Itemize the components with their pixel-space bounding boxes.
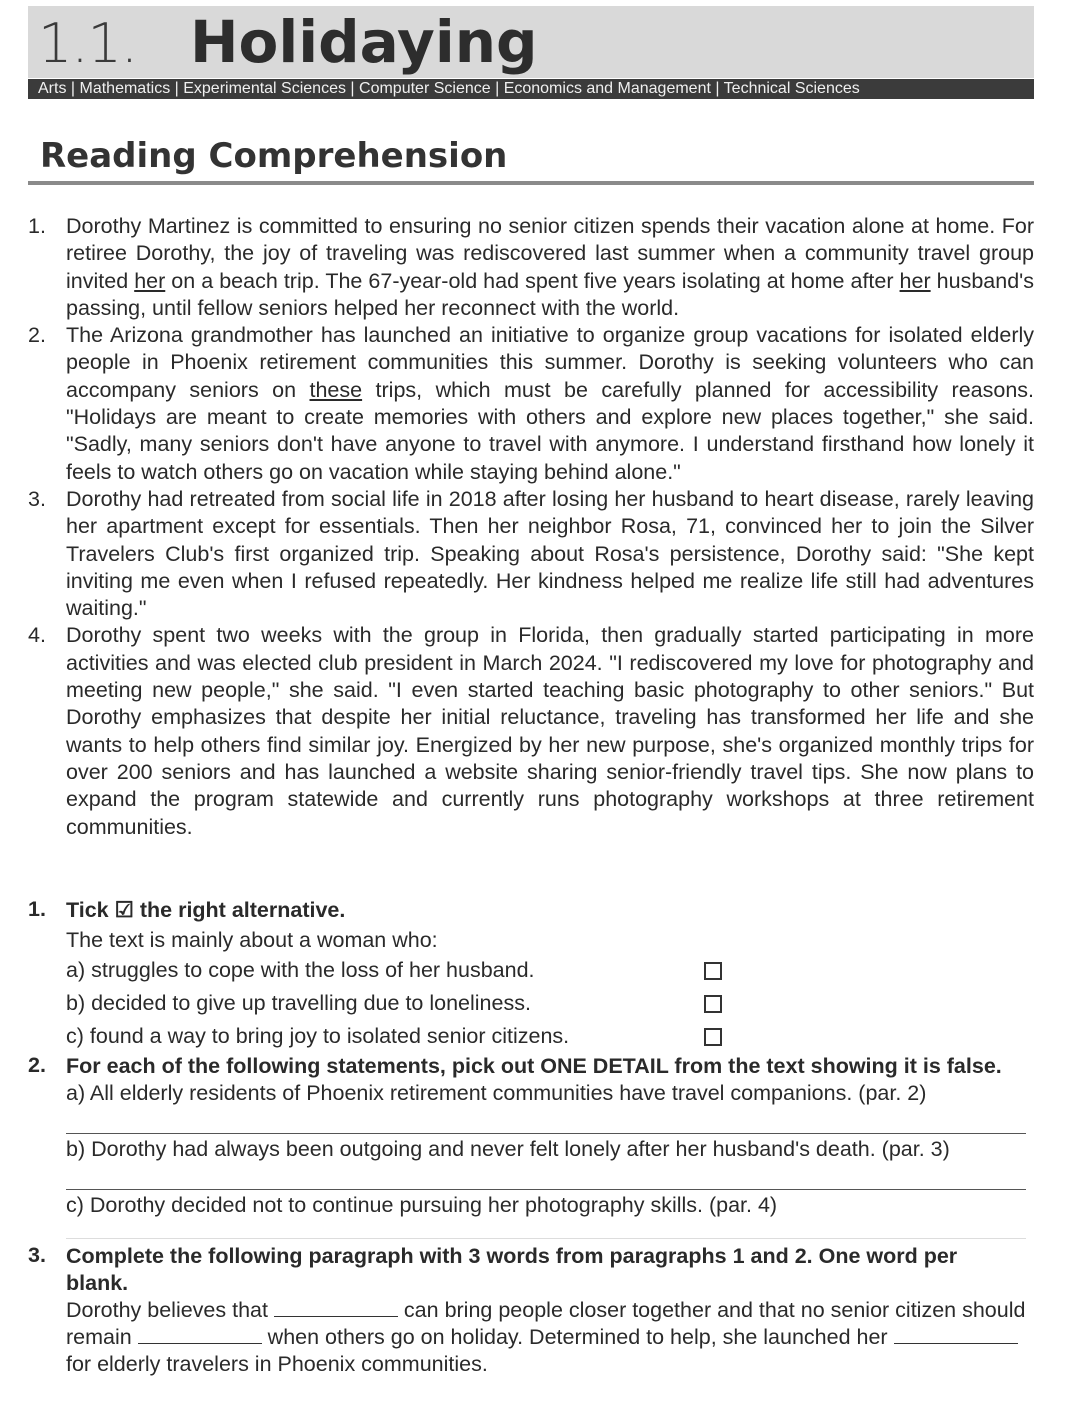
paragraph-3: 3. Dorothy had retreated from social life in 2018 after losing her husband to heart disease, rarely leaving her apartment except for essentials. Then her neighbor Rosa, 71, convinced her to join the Silver Travelers Club's first organized trip. Speaking about Rosa's persistence, Dorothy said: "She kept inviting me even when I refused repeatedly. Her kindness helped me realize life still had adventures waiting." xyxy=(28,486,1034,621)
section-title: Reading Comprehension xyxy=(40,136,508,176)
unit-title: Holidaying xyxy=(190,8,538,76)
paragraph-2: 2. The Arizona grandmother has launched an initiative to organize group vacations for isolated elderly people in Phoenix retirement communities this summer. Dorothy is seeking volunteers who can accompany seniors on these trips, which must be carefully planned for accessibility reasons. "Holidays are meant to create memories with others and explore new places together," she said. "Sadly, many seniors don't have anyone to travel with anymore. I understand firsthand how lonely it feels to watch others go on vacation while staying behind alone." xyxy=(28,323,1034,484)
question-prompt: The text is mainly about a woman who: xyxy=(66,928,438,952)
gap-fill-paragraph: Dorothy believes that can bring people closer together and that no senior citizen should remain when others go on holiday. Determined to help, she launched her for elderly travelers in Phoenix communities. xyxy=(66,1298,1026,1376)
answer-line[interactable] xyxy=(66,1107,1026,1134)
statements-list xyxy=(66,1080,1034,1219)
question-number: 1. xyxy=(28,897,46,921)
options-list xyxy=(66,954,1034,1053)
checkbox[interactable] xyxy=(704,995,722,1013)
underlined-reference: these xyxy=(309,377,363,402)
paragraph-number: 4. xyxy=(28,623,46,648)
question-number: 2. xyxy=(28,1053,46,1077)
underlined-reference: her xyxy=(899,268,931,293)
blank-1[interactable] xyxy=(274,1298,398,1317)
question-3 xyxy=(28,1243,1034,1378)
blank-2[interactable] xyxy=(138,1325,262,1344)
option-a: a) struggles to cope with the loss of her husband. xyxy=(66,954,1034,987)
statement-b: b) Dorothy had always been outgoing and never felt lonely after her husband's death. (par. 3) xyxy=(66,1137,950,1161)
option-c: c) found a way to bring joy to isolated senior citizens. xyxy=(66,1020,1034,1053)
question-number: 3. xyxy=(28,1243,46,1267)
option-b: b) decided to give up travelling due to loneliness. xyxy=(66,987,1034,1020)
question-instruction: Complete the following paragraph with 3 words from paragraphs 1 and 2. One word per blank. xyxy=(66,1244,958,1295)
streams-bar: Arts | Mathematics | Experimental Sciences | Computer Science | Economics and Management | Technical Sciences xyxy=(28,79,1034,99)
statement-a: a) All elderly residents of Phoenix retirement communities have travel companions. (par. 2) xyxy=(66,1081,927,1105)
paragraph-number: 3. xyxy=(28,486,46,511)
statement-c: c) Dorothy decided not to continue pursuing her photography skills. (par. 4) xyxy=(66,1193,778,1217)
answer-line[interactable] xyxy=(66,1163,1026,1190)
blank-3[interactable] xyxy=(894,1325,1018,1344)
question-instruction: For each of the following statements, pick out ONE DETAIL from the text showing it is false. xyxy=(66,1054,1002,1078)
answer-line[interactable] xyxy=(66,1238,1026,1239)
checkbox[interactable] xyxy=(704,962,722,980)
checkbox[interactable] xyxy=(704,1028,722,1046)
section-divider xyxy=(28,181,1034,185)
question-2 xyxy=(28,1053,1034,1219)
paragraph-1: 1. Dorothy Martinez is committed to ensuring no senior citizen spends their vacation alone at home. For retiree Dorothy, the joy of traveling was rediscovered last summer when a community travel group invited her on a beach trip. The 67-year-old had spent five years isolating at home after her husband's passing, until fellow seniors helped her reconnect with the world. xyxy=(28,214,1035,320)
reading-text xyxy=(28,213,1034,841)
underlined-reference: her xyxy=(134,268,166,293)
paragraph-number: 1. xyxy=(28,214,46,238)
question-1 xyxy=(28,897,1034,1053)
paragraph-4: 4. Dorothy spent two weeks with the group in Florida, then gradually started participating in more activities and was elected club president in March 2024. "I rediscovered my love for photography and meeting new people," she said. "I even started teaching basic photography to other seniors." But Dorothy emphasizes that despite her initial reluctance, traveling has transformed her life and she wants to help others find similar joy. Energized by her new purpose, she's organized monthly trips for over 200 seniors and has launched a website sharing senior-friendly travel tips. She now plans to expand the program statewide and currently runs photography workshops at three retirement communities. xyxy=(28,623,1034,839)
question-instruction: Tick ☑ the right alternative. xyxy=(66,898,346,922)
unit-number: 1.1. xyxy=(38,12,138,75)
paragraph-number: 2. xyxy=(28,323,46,348)
